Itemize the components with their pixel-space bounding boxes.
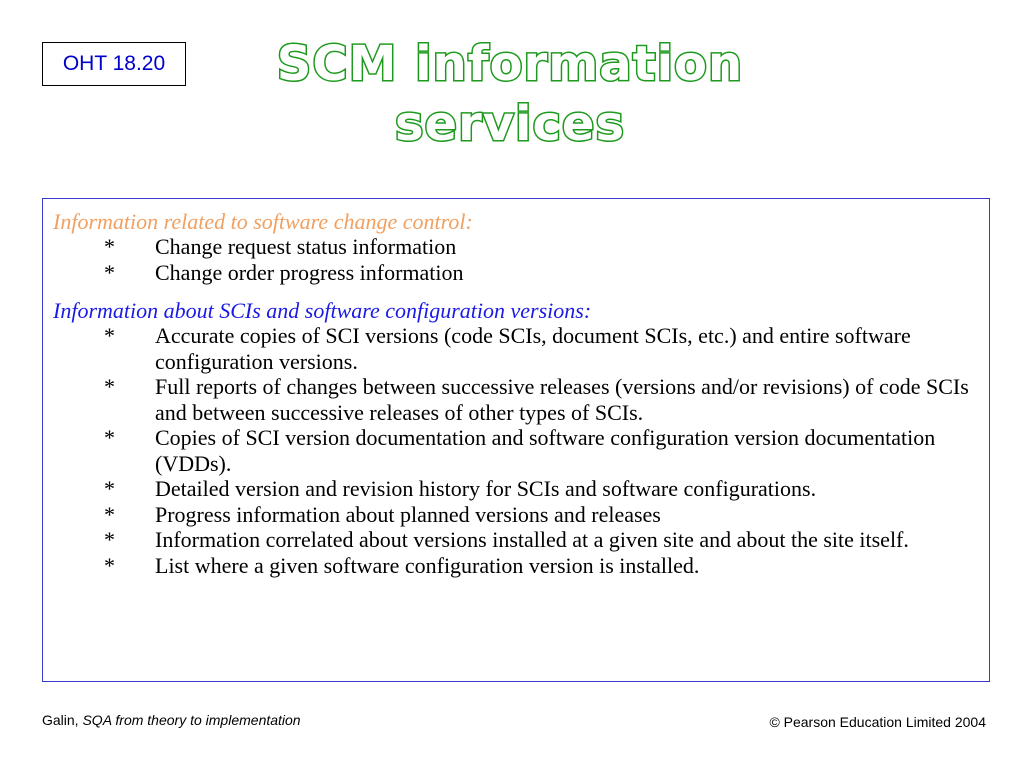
slide-title-line-2: services [394,96,626,152]
oht-label-box [42,42,186,86]
list-item-text: Detailed version and revision history for SCIs and software configurations. [155,476,817,501]
change-control-list [53,234,979,285]
bullet-star: * [104,234,115,259]
list-item-text: Change request status information [155,234,457,259]
bullet-star: * [104,501,115,527]
section-heading-change-control: Information related to software change control: [53,209,473,234]
section-heading-sci-versions: Information about SCIs and software configuration versions: [53,298,592,323]
list-item [53,234,979,260]
bullet-star: * [104,323,115,348]
list-item [53,260,979,286]
sci-versions-list [53,323,979,578]
bullet-star: * [104,425,115,450]
list-item [53,425,979,476]
bullet-star: * [104,527,115,552]
list-item-text: Copies of SCI version documentation and software configuration version documentation (VDDs). [155,425,936,476]
list-item [53,502,979,528]
slide-title [230,34,790,154]
list-item-text: Progress information about planned versions and releases [155,501,661,527]
oht-label: OHT 18.20 [62,52,166,75]
list-item [53,374,979,425]
list-item [53,323,979,374]
list-item-text: Information correlated about versions installed at a given site and about the site itself. [155,527,909,552]
list-item-text: Accurate copies of SCI versions (code SCIs, document SCIs, etc.) and entire software configuration versions. [155,323,911,374]
list-item [53,527,979,553]
footer-citation [42,712,301,728]
footer-book-title: SQA from theory to implementation [82,712,301,728]
content-box [42,198,990,682]
list-item [53,553,979,579]
bullet-star: * [104,374,115,399]
bullet-star: * [104,259,115,285]
footer-author: Galin, [42,712,79,728]
bullet-star: * [104,476,115,501]
list-item-text: Full reports of changes between successive releases (versions and/or revisions) of code SCIs and between successive releases of other types of SCIs. [155,374,969,425]
footer-copyright: © Pearson Education Limited 2004 [769,714,986,730]
bullet-star: * [104,552,115,578]
list-item-text: Change order progress information [155,259,464,285]
slide-title-line-1: SCM information [276,36,744,92]
list-item-text: List where a given software configuration version is installed. [155,552,700,578]
list-item [53,476,979,502]
